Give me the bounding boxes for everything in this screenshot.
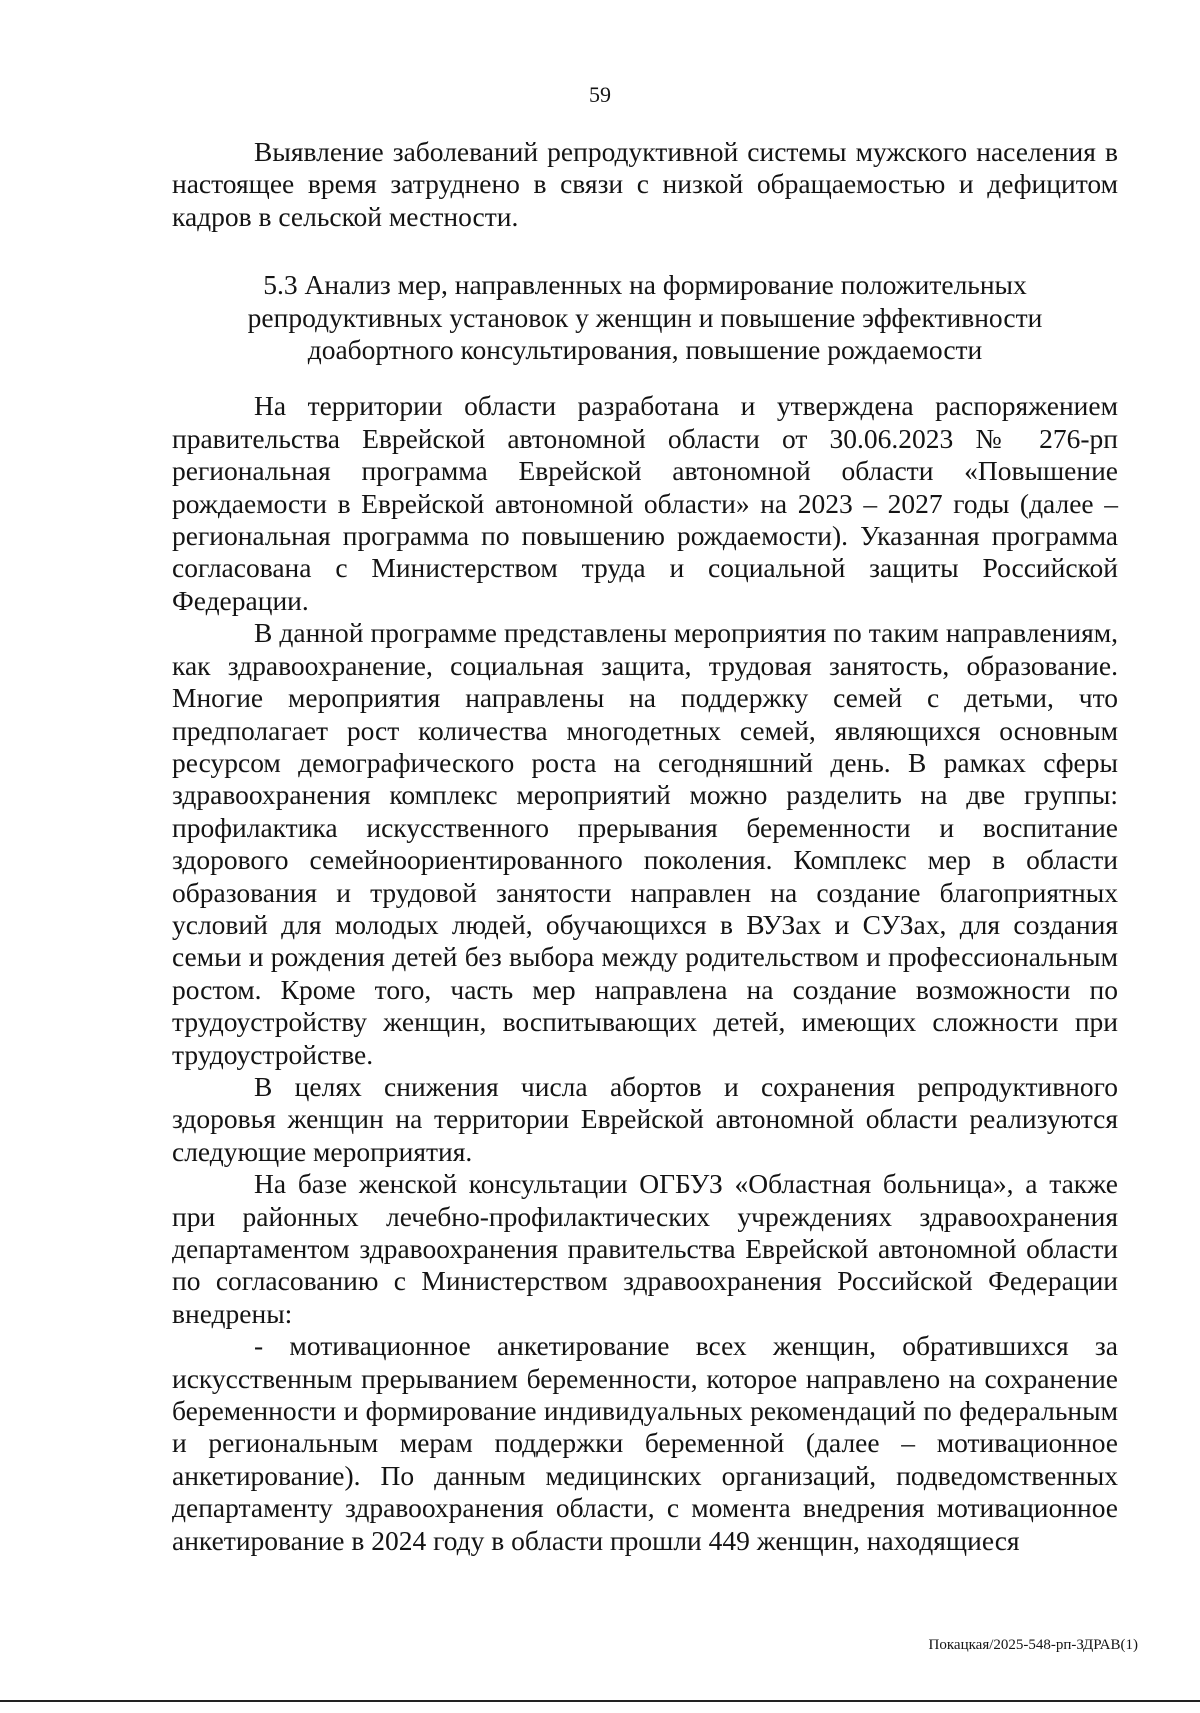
paragraph-list-item: - мотивационное анкетирование всех женщин, обратившихся за искусственным прерыванием беременности, которое направлено на сохранение беременности и формирование индивидуальных рекомендаций по федеральным и региональным мерам поддержки беременной (далее – мотивационное анкетирование). По данным медицинских организаций, подведомственных департаменту здравоохранения области, с момента внедрения мотивационное анкетирование в 2024 году в области прошли 449 женщин, находящиеся	[172, 1330, 1118, 1556]
scan-edge-line	[0, 1700, 1200, 1702]
paragraph: На территории области разработана и утверждена распоряжением правительства Еврейской автономной области от 30.06.2023 № 276-рп региональная программа Еврейской автономной области «Повышение рождаемости в Еврейской автономной области» на 2023 – 2027 годы (далее – региональная программа по повышению рождаемости). Указанная программа согласована с Министерством труда и социальной защиты Российской Федерации.	[172, 390, 1118, 616]
paragraph-intro: Выявление заболеваний репродуктивной системы мужского населения в настоящее время затруднено в связи с низкой обращаемостью и дефицитом кадров в сельской местности.	[172, 136, 1118, 232]
paragraph: На базе женской консультации ОГБУЗ «Областная больница», а также при районных лечебно-профилактических учреждениях здравоохранения департаментом здравоохранения правительства Еврейской автономной области по согласованию с Министерством здравоохранения Российской Федерации внедрены:	[172, 1168, 1118, 1329]
paragraph: В данной программе представлены мероприятия по таким направлениям, как здравоохранение, социальная защита, трудовая занятость, образование. Многие мероприятия направлены на поддержку семей с детьми, что предполагает рост количества многодетных семей, являющихся основным ресурсом демографического роста на сегодняшний день. В рамках сферы здравоохранения комплекс мероприятий можно разделить на две группы: профилактика искусственного прерывания беременности и воспитание здорового семейноориентированного поколения. Комплекс мер в области образования и трудовой занятости направлен на создание благоприятных условий для молодых людей, обучающихся в ВУЗах и СУЗах, для создания семьи и рождения детей без выбора между родительством и профессиональным ростом. Кроме того, часть мер направлена на создание возможности по трудоустройству женщин, воспитывающих детей, имеющих сложности при трудоустройстве.	[172, 617, 1118, 1070]
paragraph: В целях снижения числа абортов и сохранения репродуктивного здоровья женщин на территории Еврейской автономной области реализуются следующие мероприятия.	[172, 1070, 1118, 1167]
section-heading: 5.3 Анализ мер, направленных на формирование положительных репродуктивных установок у женщин и повышение эффективности доабортного консультирования, повышение рождаемости	[247, 269, 1043, 366]
document-code: Покацкая/2025-548-рп-ЗДРАВ(1)	[928, 1637, 1138, 1653]
document-body	[172, 136, 1118, 1557]
page-number: 59	[589, 82, 611, 107]
